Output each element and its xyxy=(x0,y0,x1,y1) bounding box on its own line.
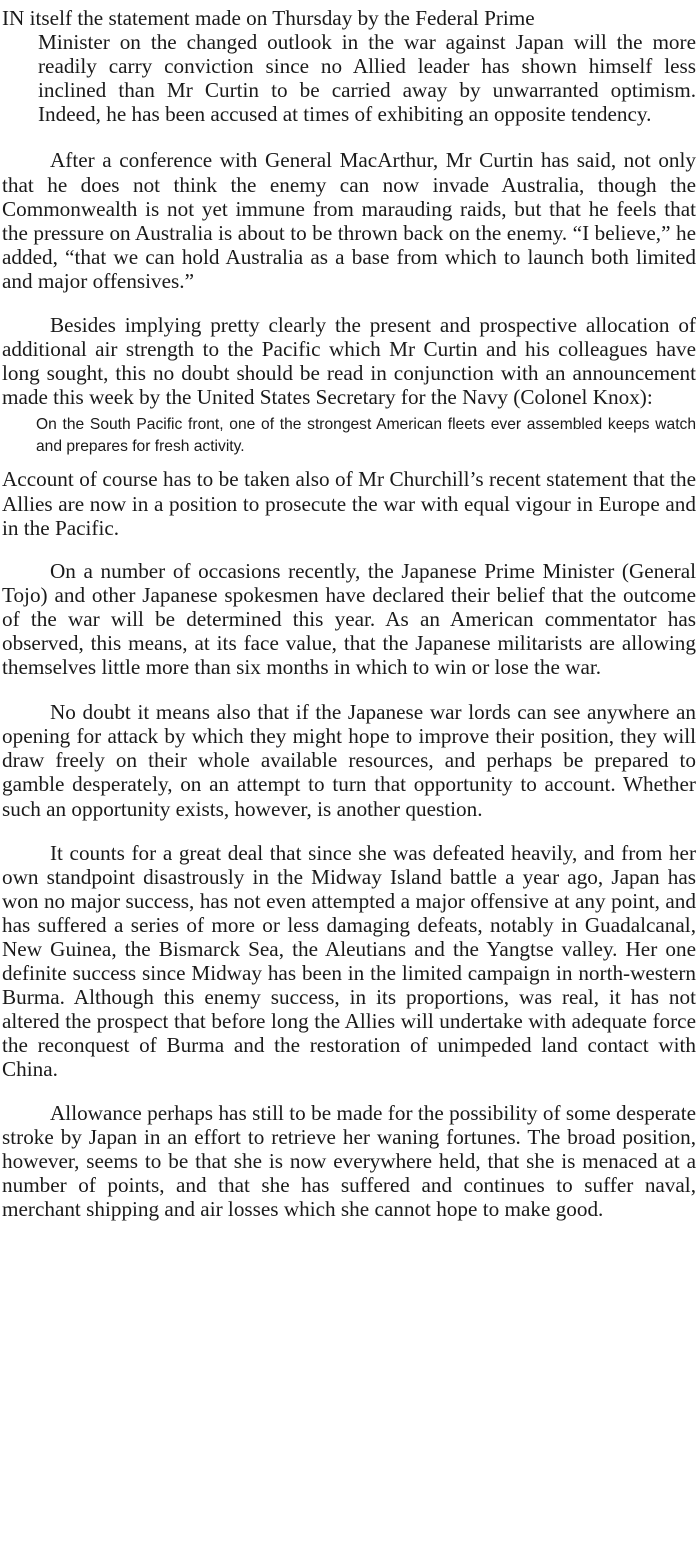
paragraph-1-opening-line: IN itself the statement made on Thursday by the Federal Prime xyxy=(2,6,535,30)
article-body xyxy=(2,6,696,1221)
paragraph-8: Allowance perhaps has still to be made for the possibility of some desperate stroke by Japan in an effort to retrieve her waning fortunes. The broad position, however, seems to be that she is now everywhere held, that she is menaced at a number of points, and that she has suffered and continues to suffer naval, merchant shipping and air losses which she cannot hope to make good. xyxy=(2,1100,696,1221)
paragraph-6: No doubt it means also that if the Japanese war lords can see anywhere an opening for attack by which they might hope to improve their position, they will draw freely on their whole available resources, and perhaps be prepared to gamble desperately, on an attempt to turn that opportunity to account. Whether such an opportunity exists, however, is another question. xyxy=(2,700,696,821)
block-quote: On the South Pacific front, one of the strongest American fleets ever assembled keeps watch and prepares for fresh activity. xyxy=(36,416,696,456)
paragraph-2: After a conference with General MacArthur, Mr Curtin has said, not only that he does not think the enemy can now invade Australia, though the Commonwealth is not yet immune from marauding raids, but that he feels that the pressure on Australia is about to be thrown back on the enemy. “I believe,” he added, “that we can hold Australia as a base from which to launch both limited and major offensives.” xyxy=(2,148,696,293)
paragraph-5: On a number of occasions recently, the Japanese Prime Minister (General Tojo) and other Japanese spokesmen have declared their belief that the outcome of the war will be determined this year. As an American commentator has observed, this means, at its face value, that the Japanese militarists are allowing themselves little more than six months in which to win or lose the war. xyxy=(2,558,696,680)
paragraph-3: Besides implying pretty clearly the present and prospective allocation of additional air strength to the Pacific which Mr Curtin and his colleagues have long sought, this no doubt should be read in conjunction with an announcement made this week by the United States Secretary for the Navy (Colonel Knox): xyxy=(2,313,696,410)
paragraph-1 xyxy=(2,6,696,126)
paragraph-7: It counts for a great deal that since she was defeated heavily, and from her own standpoint disastrously in the Midway Island battle a year ago, Japan has won no major success, has not even attempted a major offensive at any point, and has suffered a series of more or less damaging defeats, notably in Guadalcanal, New Guinea, the Bismarck Sea, the Aleutians and the Yangtse valley. Her one definite success since Midway has been in the limited campaign in north-western Burma. Although this enemy success, in its proportions, was real, it has not altered the prospect that before long the Allies will undertake with adequate force the reconquest of Burma and the restoration of unimpeded land contact with China. xyxy=(2,840,696,1082)
paragraph-4: Account of course has to be taken also of Mr Churchill’s recent statement that the Allies are now in a position to prosecute the war with equal vigour in Europe and in the Pacific. xyxy=(2,467,696,540)
paragraph-1-text: Minister on the changed outlook in the war against Japan will the more readily carry conviction since no Allied leader has shown himself less inclined than Mr Curtin to be carried away by unwarranted optimism. Indeed, he has been accused at times of exhibiting an opposite tendency. xyxy=(38,30,696,127)
